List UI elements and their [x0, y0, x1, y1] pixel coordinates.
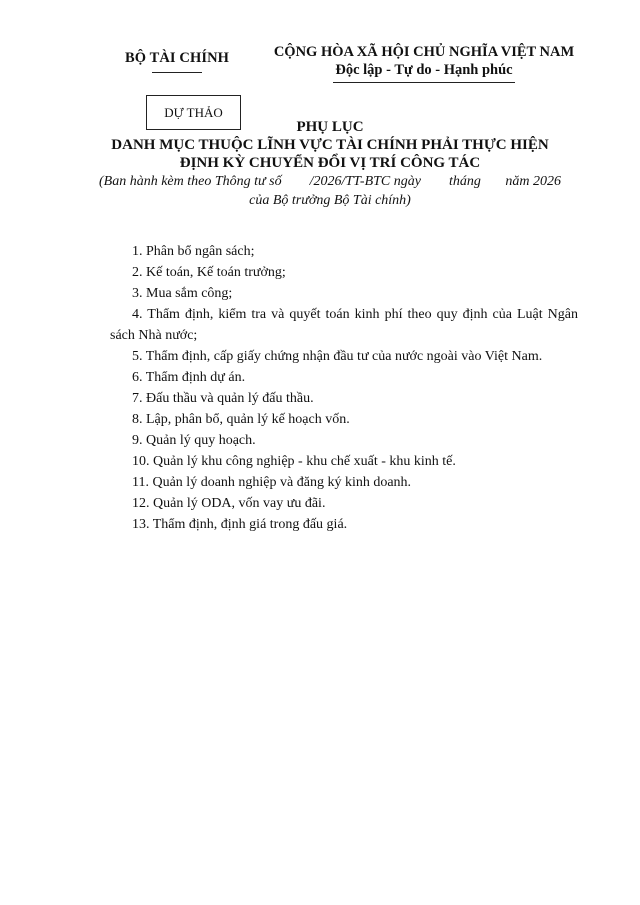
document-heading-line1: DANH MỤC THUỘC LĨNH VỰC TÀI CHÍNH PHẢI THỰC HIỆN: [111, 137, 549, 153]
header-nation-block: [262, 44, 586, 83]
header-ministry-block: [112, 50, 242, 73]
issued-note-line1: (Ban hành kèm theo Thông tư số /2026/TT-BTC ngày tháng năm 2026: [99, 174, 561, 189]
list-item: 2. Kế toán, Kế toán trưởng;: [132, 265, 286, 280]
issued-note-line2: của Bộ trưởng Bộ Tài chính): [249, 193, 411, 208]
title-block: [70, 118, 590, 210]
ministry-name: BỘ TÀI CHÍNH: [124, 50, 230, 66]
appendix-title: PHỤ LỤC: [296, 119, 364, 135]
list-item: 8. Lập, phân bổ, quản lý kế hoạch vốn.: [132, 412, 350, 427]
list-item: 9. Quản lý quy hoạch.: [132, 433, 256, 448]
list-item: 3. Mua sắm công;: [132, 286, 233, 301]
list-item: 13. Thẩm định, định giá trong đấu giá.: [132, 517, 348, 532]
list-item: 11. Quản lý doanh nghiệp và đăng ký kinh doanh.: [132, 475, 412, 490]
list-item: 10. Quản lý khu công nghiệp - khu chế xuất - khu kinh tế.: [132, 454, 456, 469]
document-heading-line2: ĐỊNH KỲ CHUYỂN ĐỔI VỊ TRÍ CÔNG TÁC: [179, 155, 481, 171]
list-item: 7. Đấu thầu và quản lý đấu thầu.: [132, 391, 314, 406]
motto-underline: [333, 82, 515, 83]
draft-label: DỰ THẢO: [164, 104, 223, 120]
national-motto: Độc lập - Tự do - Hạnh phúc: [335, 62, 513, 78]
list-item: 1. Phân bổ ngân sách;: [132, 244, 255, 259]
ministry-underline: [152, 72, 202, 73]
item-list: [110, 241, 578, 535]
list-item: 6. Thẩm định dự án.: [132, 370, 246, 385]
list-item: 5. Thẩm định, cấp giấy chứng nhận đầu tư của nước ngoài vào Việt Nam.: [132, 349, 543, 364]
list-item: 4. Thẩm định, kiểm tra và quyết toán kinh phí theo quy định của Luật Ngân sách Nhà nước;: [110, 307, 578, 343]
nation-name: CỘNG HÒA XÃ HỘI CHỦ NGHĨA VIỆT NAM: [273, 44, 575, 60]
list-item: 12. Quản lý ODA, vốn vay ưu đãi.: [132, 496, 326, 511]
